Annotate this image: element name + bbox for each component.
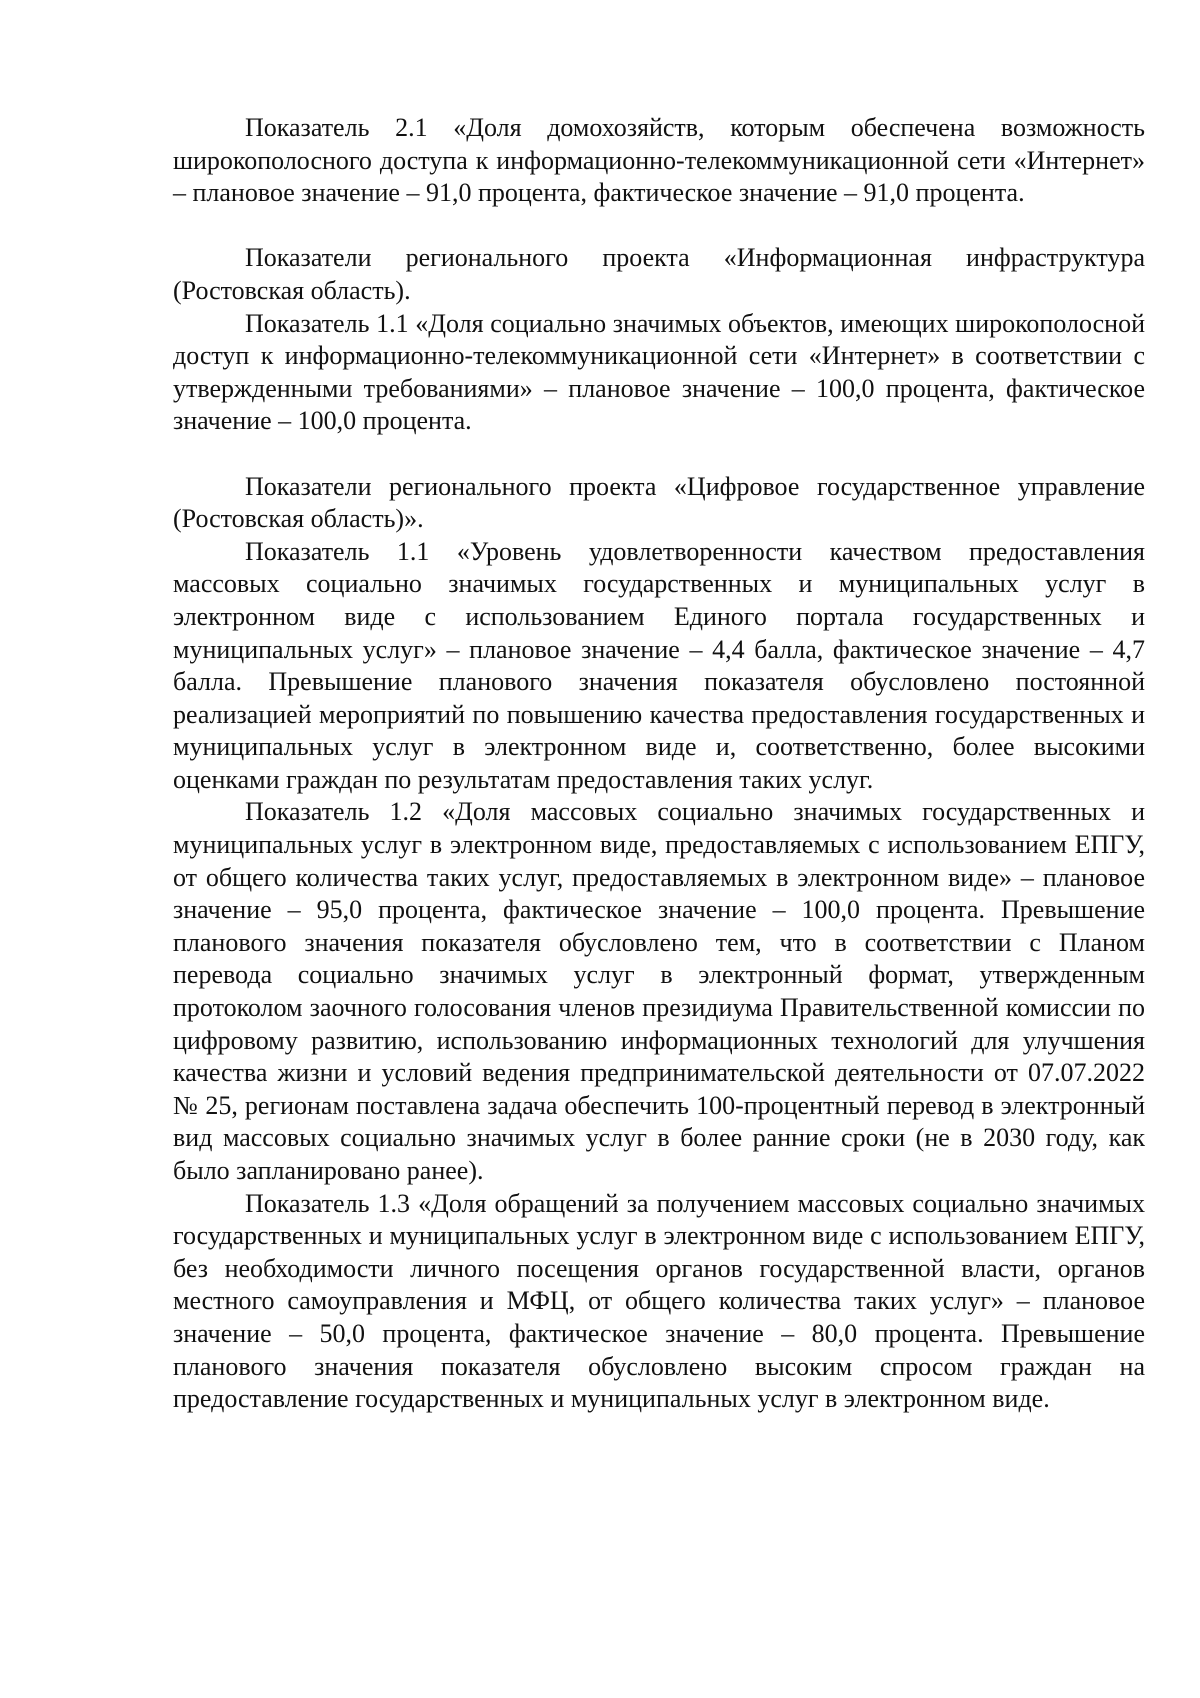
paragraph-indicator-1-1-satisfaction: Показатель 1.1 «Уровень удовлетворенности качеством предоставления массовых социально значимых государственных и муниципальных услуг в электронном виде с использованием Единого портала государственных и муниципальных услуг» – плановое значение – 4,4 балла, фактическое значение – 4,7 балла. Превышение планового значения показателя обусловлено постоянной реализацией мероприятий по повышению качества предоставления государственных и муниципальных услуг в электронном виде и, соответственно, более высокими оценками граждан по результатам предоставления таких услуг. — [173, 536, 1145, 794]
paragraph-indicator-1-2: Показатель 1.2 «Доля массовых социально значимых государственных и муниципальных услуг в электронном виде, предоставляемых с использованием ЕПГУ, от общего количества таких услуг, предоставляемых в электронном виде» – плановое значение – 95,0 процента, фактическое значение – 100,0 процента. Превышение планового значения показателя обусловлено тем, что в соответствии с Планом перевода социально значимых услуг в электронный формат, утвержденным протоколом заочного голосования членов президиума Правительственной комиссии по цифровому развитию, использованию информационных технологий для улучшения качества жизни и условий ведения предпринимательской деятельности от 07.07.2022 № 25, регионам поставлена задача обеспечить 100-процентный перевод в электронный вид массовых социально значимых услуг в более ранние сроки (не в 2030 году, как было запланировано ранее). — [173, 797, 1145, 1185]
paragraph-indicator-2-1: Показатель 2.1 «Доля домохозяйств, которым обеспечена возможность широкополосного доступа к информационно-телекоммуникационной сети «Интернет» – плановое значение – 91,0 процента, фактическое значение – 91,0 процента. — [173, 113, 1145, 208]
paragraph-indicator-1-3: Показатель 1.3 «Доля обращений за получением массовых социально значимых государственных и муниципальных услуг в электронном виде с использованием ЕПГУ, без необходимости личного посещения органов государственной власти, органов местного самоуправления и МФЦ, от общего количества таких услуг» – плановое значение – 50,0 процента, фактическое значение – 80,0 процента. Превышение планового значения показателя обусловлено высоким спросом граждан на предоставление государственных и муниципальных услуг в электронном виде. — [173, 1188, 1145, 1414]
paragraph-project-info-infrastructure: Показатели регионального проекта «Информационная инфраструктура (Ростовская область). — [173, 243, 1145, 305]
paragraph-indicator-1-1-infrastructure: Показатель 1.1 «Доля социально значимых объектов, имеющих широкополосной доступ к информационно-телекоммуникационной сети «Интернет» в соответствии с утвержденными требованиями» – плановое значение – 100,0 процента, фактическое значение – 100,0 процента. — [173, 308, 1145, 436]
paragraph-project-digital-governance: Показатели регионального проекта «Цифровое государственное управление (Ростовская область)». — [173, 471, 1145, 534]
document-body — [173, 112, 1145, 1416]
